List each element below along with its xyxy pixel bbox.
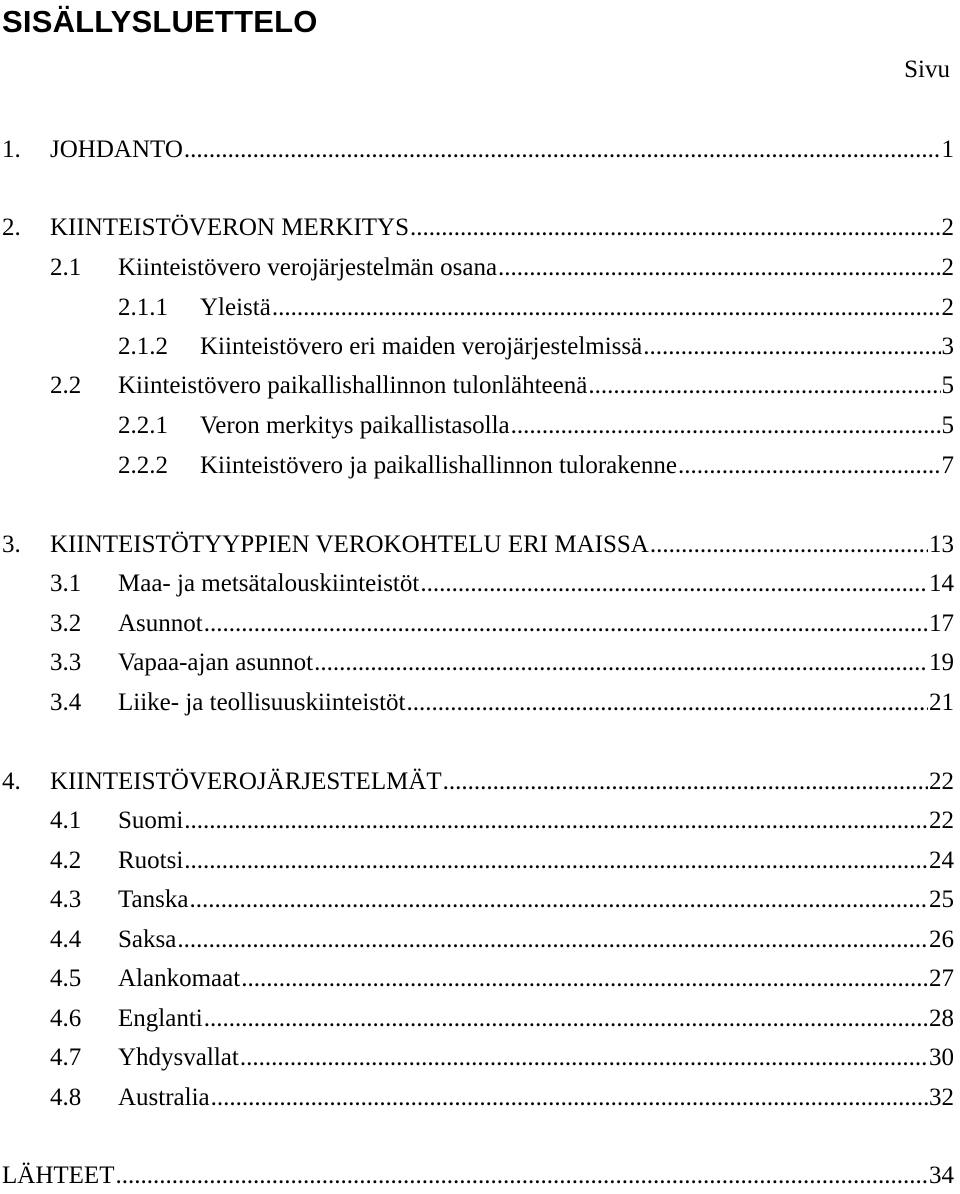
toc-entry-4-5[interactable] [50,961,954,997]
toc-entry-number: 1. [2,136,21,163]
toc-entry-page: 7 [941,452,954,479]
dot-leader [184,132,941,168]
toc-entry-4-4[interactable] [50,922,954,958]
toc-entry-number: 4.7 [50,1044,82,1071]
toc-entry-label: Englanti [118,1005,203,1032]
toc-entry-4-6[interactable] [50,1001,954,1037]
toc-entry-page: 2 [941,254,954,281]
toc-entry-4-2[interactable] [50,843,954,879]
toc-entry-number: 2.2.1 [118,412,168,439]
toc-entry-label: Vapaa-ajan asunnot [118,649,314,676]
dot-leader [184,843,928,879]
toc-entry-number: 4.3 [50,886,82,913]
dot-leader [511,408,941,444]
toc-entry-page: 22 [929,768,954,795]
toc-entry-label: Yhdysvallat [118,1044,239,1071]
toc-entry-lahteet[interactable] [2,1158,954,1194]
toc-entry-kiinteistoverojarjestelmat[interactable] [2,764,954,800]
toc-entry-johdanto[interactable] [2,132,954,168]
toc-entry-number: 3.2 [50,610,82,637]
toc-entry-label: Alankomaat [118,965,241,992]
toc-entry-2-2-2[interactable] [118,448,954,484]
toc-entry-label: Suomi [118,807,184,834]
toc-title: SISÄLLYSLUETTELO [2,4,318,39]
toc-entry-number: 4.8 [50,1084,82,1111]
toc-entry-page: 26 [929,926,954,953]
dot-leader [204,606,928,642]
dot-leader [177,922,928,958]
toc-entry-label: Ruotsi [118,847,184,874]
dot-leader [678,448,941,484]
toc-entry-2-1-2[interactable] [118,329,954,365]
page-column-label: Sivu [904,56,950,83]
toc-entry-3-4[interactable] [50,685,954,721]
dot-leader [241,961,928,997]
toc-entry-2-1[interactable] [50,250,954,286]
toc-entry-kiinteistotyyppien-verokohtelu[interactable] [2,527,954,563]
dot-leader [498,250,940,286]
toc-entry-label: KIINTEISTÖTYYPPIEN VEROKOHTELU ERI MAISSA [50,531,649,558]
toc-entry-label: KIINTEISTÖVEROJÄRJESTELMÄT [50,768,442,795]
dot-leader [650,527,928,563]
toc-entry-4-8[interactable] [50,1080,954,1116]
dot-leader [204,1001,928,1037]
toc-entry-label: KIINTEISTÖVERON MERKITYS [50,214,409,241]
toc-entry-label: Kiinteistövero eri maiden verojärjestelmissä [200,333,643,360]
dot-leader [443,764,928,800]
dot-leader [410,210,941,246]
toc-entry-number: 3.1 [50,570,82,597]
toc-entry-label: Yleistä [200,294,271,321]
dot-leader [189,882,928,918]
dot-leader [406,685,928,721]
toc-entry-2-2-1[interactable] [118,408,954,444]
toc-entry-page: 17 [929,610,954,637]
toc-entry-page: 32 [929,1084,954,1111]
toc-entry-label: LÄHTEET [2,1162,115,1189]
toc-entry-label: Asunnot [118,610,203,637]
toc-entry-number: 3.3 [50,649,82,676]
dot-leader [420,566,928,602]
toc-entry-number: 4.6 [50,1005,82,1032]
toc-entry-page: 5 [941,372,954,399]
toc-entry-number: 2.2 [50,372,82,399]
toc-entry-number: 2.2.2 [118,452,168,479]
toc-entry-number: 4.1 [50,807,82,834]
toc-entry-3-3[interactable] [50,645,954,681]
dot-leader [115,1158,928,1194]
dot-leader [588,368,940,404]
dot-leader [240,1040,928,1076]
dot-leader [314,645,928,681]
toc-entry-label: Kiinteistövero verojärjestelmän osana [118,254,498,281]
toc-entry-2-1-1[interactable] [118,290,954,326]
dot-leader [643,329,940,365]
toc-entry-number: 3. [2,531,21,558]
toc-entry-page: 5 [941,412,954,439]
toc-entry-3-1[interactable] [50,566,954,602]
toc-entry-label: Kiinteistövero ja paikallishallinnon tulorakenne [200,452,677,479]
toc-entry-page: 13 [929,531,954,558]
toc-entry-page: 25 [929,886,954,913]
toc-entry-page: 14 [929,570,954,597]
toc-entry-number: 2. [2,214,21,241]
toc-entry-number: 3.4 [50,689,82,716]
toc-entry-number: 4.5 [50,965,82,992]
toc-entry-label: Kiinteistövero paikallishallinnon tulonlähteenä [118,372,588,399]
toc-entry-label: Liike- ja teollisuuskiinteistöt [118,689,406,716]
toc-entry-number: 2.1.2 [118,333,168,360]
toc-entry-label: Veron merkitys paikallistasolla [200,412,510,439]
dot-leader [211,1080,928,1116]
toc-entry-label: Maa- ja metsätalouskiinteistöt [118,570,420,597]
toc-entry-page: 1 [941,136,954,163]
toc-entry-4-1[interactable] [50,803,954,839]
toc-entry-page: 22 [929,807,954,834]
toc-entry-3-2[interactable] [50,606,954,642]
toc-entry-number: 2.1.1 [118,294,168,321]
dot-leader [272,290,941,326]
toc-entry-page: 3 [941,333,954,360]
toc-entry-label: Tanska [118,886,189,913]
toc-entry-page: 19 [929,649,954,676]
toc-entry-page: 27 [929,965,954,992]
toc-entry-label: Australia [118,1084,210,1111]
toc-entry-label: Saksa [118,926,177,953]
toc-entry-number: 2.1 [50,254,82,281]
toc-entry-page: 34 [929,1162,954,1189]
toc-entry-kiinteistoveron-merkitys[interactable] [2,210,954,246]
toc-entry-page: 30 [929,1044,954,1071]
toc-entry-4-7[interactable] [50,1040,954,1076]
toc-entry-number: 4.4 [50,926,82,953]
toc-entry-page: 2 [941,214,954,241]
toc-entry-4-3[interactable] [50,882,954,918]
toc-entry-2-2[interactable] [50,368,954,404]
toc-entry-page: 24 [929,847,954,874]
toc-entry-number: 4. [2,768,21,795]
toc-entry-label: JOHDANTO [50,136,183,163]
toc-entry-number: 4.2 [50,847,82,874]
toc-entry-page: 28 [929,1005,954,1032]
toc-entry-page: 2 [941,294,954,321]
toc-entry-page: 21 [929,689,954,716]
dot-leader [184,803,928,839]
